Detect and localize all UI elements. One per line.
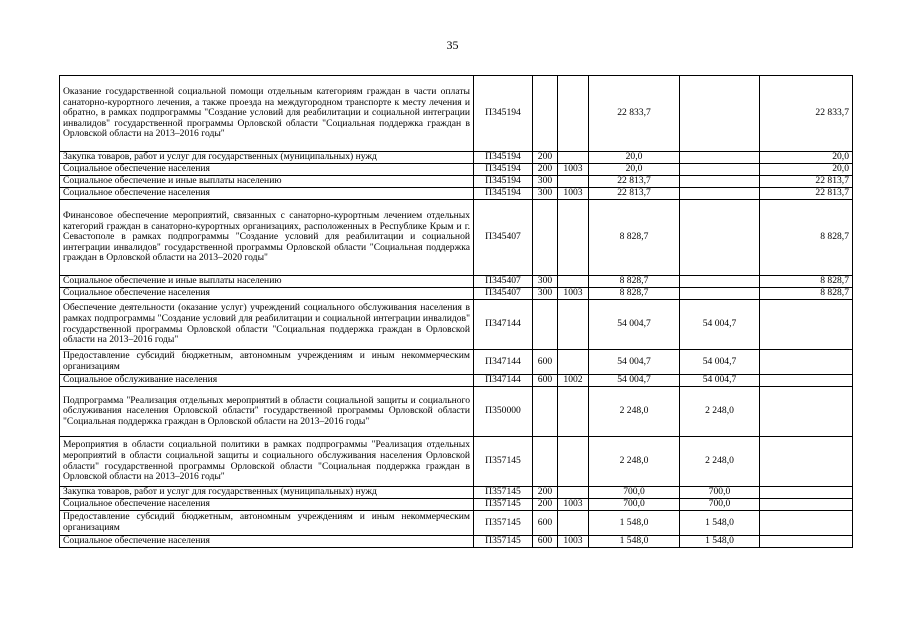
expense-name-cell: Предоставление субсидий бюджетным, автономным учреждениям и иным некоммерческим организациям [60,350,474,375]
amount-column-3-cell: 22 813,7 [760,188,853,200]
amount-total-cell: 20,0 [589,152,680,164]
amount-total-cell: 54 004,7 [589,350,680,375]
table-row [60,350,853,375]
section-code-cell: 1003 [558,499,589,511]
amount-column-3-cell [760,437,853,487]
table-body [60,76,853,548]
amount-column-2-cell: 2 248,0 [680,437,760,487]
amount-column-3-cell [760,536,853,548]
section-code-cell [558,350,589,375]
target-code-cell: П357145 [474,487,533,499]
amount-total-cell: 22 813,7 [589,176,680,188]
target-code-cell: П345194 [474,176,533,188]
target-code-cell: П347144 [474,375,533,387]
expense-type-cell: 200 [533,152,558,164]
amount-column-3-cell: 20,0 [760,152,853,164]
expense-type-cell: 300 [533,176,558,188]
target-code-cell: П357145 [474,536,533,548]
table-row [60,288,853,300]
expense-type-cell: 300 [533,276,558,288]
expense-type-cell: 600 [533,375,558,387]
amount-total-cell: 54 004,7 [589,300,680,350]
section-code-cell [558,487,589,499]
amount-total-cell: 54 004,7 [589,375,680,387]
amount-column-2-cell [680,276,760,288]
amount-column-3-cell [760,511,853,536]
amount-column-2-cell: 54 004,7 [680,350,760,375]
section-code-cell: 1003 [558,188,589,200]
expense-type-cell [533,76,558,152]
amount-total-cell: 1 548,0 [589,511,680,536]
expense-type-cell: 300 [533,188,558,200]
table-row [60,276,853,288]
table-row [60,300,853,350]
table-row [60,499,853,511]
section-code-cell: 1003 [558,164,589,176]
expense-name-cell: Социальное обеспечение населения [60,536,474,548]
amount-column-2-cell [680,200,760,276]
amount-column-2-cell [680,288,760,300]
amount-column-2-cell: 1 548,0 [680,511,760,536]
table-row [60,511,853,536]
expense-name-cell: Предоставление субсидий бюджетным, автономным учреждениям и иным некоммерческим организациям [60,511,474,536]
section-code-cell [558,76,589,152]
budget-table [59,75,853,548]
amount-total-cell: 22 833,7 [589,76,680,152]
amount-column-2-cell [680,76,760,152]
amount-column-2-cell: 54 004,7 [680,300,760,350]
expense-name-cell: Оказание государственной социальной помощи отдельным категориям граждан в части оплаты санаторно-курортного лечения, а также проезда на междугородном транспорте к месту лечения и обратно, в рамках подпрограммы "Создание условий для реабилитации и социальной интеграции инвалидов" государственной программы Орловской области "Социальная поддержка граждан в Орловской области на 2013–2016 годы" [60,76,474,152]
target-code-cell: П345194 [474,164,533,176]
target-code-cell: П357145 [474,499,533,511]
table-row [60,76,853,152]
expense-name-cell: Социальное обеспечение и иные выплаты населению [60,176,474,188]
page-number: 35 [446,38,459,52]
amount-total-cell: 8 828,7 [589,288,680,300]
amount-total-cell: 1 548,0 [589,536,680,548]
amount-column-3-cell: 22 813,7 [760,176,853,188]
expense-name-cell: Закупка товаров, работ и услуг для государственных (муниципальных) нужд [60,152,474,164]
section-code-cell [558,437,589,487]
expense-name-cell: Мероприятия в области социальной политики в рамках подпрограммы "Реализация отдельных мероприятий в области социальной защиты и социального обслуживания населения Орловской области" государственной программы Орловской области "Социальная поддержка граждан в Орловской области на 2013–2016 годы" [60,437,474,487]
expense-type-cell: 600 [533,511,558,536]
section-code-cell [558,387,589,437]
target-code-cell: П350000 [474,387,533,437]
target-code-cell: П357145 [474,511,533,536]
target-code-cell: П347144 [474,350,533,375]
amount-column-2-cell: 54 004,7 [680,375,760,387]
amount-total-cell: 8 828,7 [589,200,680,276]
expense-name-cell: Социальное обслуживание населения [60,375,474,387]
amount-column-2-cell: 700,0 [680,499,760,511]
section-code-cell: 1002 [558,375,589,387]
expense-name-cell: Социальное обеспечение населения [60,164,474,176]
amount-column-3-cell [760,375,853,387]
target-code-cell: П345407 [474,288,533,300]
expense-name-cell: Финансовое обеспечение мероприятий, связанных с санаторно-курортным лечением отдельных категорий граждан в санаторно-курортных организациях, расположенных в Республике Крым и г. Севастополе в рамках подпрограммы "Создание условий для реабилитации и социальной интеграции инвалидов" государственной программы Орловской области "Социальная поддержка граждан в Орловской области на 2013–2020 годы" [60,200,474,276]
section-code-cell: 1003 [558,288,589,300]
amount-column-2-cell [680,176,760,188]
amount-column-2-cell: 2 248,0 [680,387,760,437]
expense-name-cell: Социальное обеспечение населения [60,499,474,511]
section-code-cell [558,300,589,350]
amount-column-3-cell [760,387,853,437]
expense-name-cell: Социальное обеспечение населения [60,188,474,200]
table-row [60,176,853,188]
expense-name-cell: Закупка товаров, работ и услуг для государственных (муниципальных) нужд [60,487,474,499]
amount-total-cell: 22 813,7 [589,188,680,200]
table-row [60,375,853,387]
table-row [60,200,853,276]
amount-total-cell: 700,0 [589,499,680,511]
table-row [60,487,853,499]
target-code-cell: П357145 [474,437,533,487]
section-code-cell [558,276,589,288]
table-row [60,152,853,164]
target-code-cell: П345407 [474,276,533,288]
amount-total-cell: 2 248,0 [589,387,680,437]
amount-column-2-cell: 1 548,0 [680,536,760,548]
section-code-cell [558,152,589,164]
amount-column-3-cell [760,350,853,375]
amount-column-3-cell [760,487,853,499]
expense-type-cell [533,437,558,487]
amount-total-cell: 2 248,0 [589,437,680,487]
expense-type-cell: 300 [533,288,558,300]
target-code-cell: П345194 [474,152,533,164]
section-code-cell [558,200,589,276]
expense-type-cell [533,200,558,276]
amount-column-3-cell [760,499,853,511]
amount-column-3-cell: 8 828,7 [760,200,853,276]
amount-total-cell: 700,0 [589,487,680,499]
amount-column-2-cell [680,152,760,164]
section-code-cell [558,176,589,188]
expense-type-cell: 600 [533,536,558,548]
target-code-cell: П347144 [474,300,533,350]
expense-type-cell [533,387,558,437]
target-code-cell: П345194 [474,188,533,200]
section-code-cell: 1003 [558,536,589,548]
expense-name-cell: Подпрограмма "Реализация отдельных мероприятий в области социальной защиты и социального обслуживания населения Орловской области" государственной программы Орловской области "Социальная поддержка граждан в Орловской области на 2013–2016 годы" [60,387,474,437]
amount-column-3-cell [760,300,853,350]
expense-name-cell: Социальное обеспечение населения [60,288,474,300]
amount-column-2-cell: 700,0 [680,487,760,499]
amount-column-3-cell: 22 833,7 [760,76,853,152]
table-row [60,164,853,176]
expense-type-cell [533,300,558,350]
section-code-cell [558,511,589,536]
expense-type-cell: 200 [533,499,558,511]
expense-type-cell: 200 [533,487,558,499]
table-row [60,536,853,548]
table-row [60,437,853,487]
target-code-cell: П345407 [474,200,533,276]
amount-column-3-cell: 8 828,7 [760,276,853,288]
table-row [60,387,853,437]
table-row [60,188,853,200]
expense-type-cell: 600 [533,350,558,375]
amount-column-2-cell [680,188,760,200]
amount-column-2-cell [680,164,760,176]
amount-column-3-cell: 20,0 [760,164,853,176]
target-code-cell: П345194 [474,76,533,152]
amount-total-cell: 8 828,7 [589,276,680,288]
expense-name-cell: Социальное обеспечение и иные выплаты населению [60,276,474,288]
amount-total-cell: 20,0 [589,164,680,176]
amount-column-3-cell: 8 828,7 [760,288,853,300]
expense-name-cell: Обеспечение деятельности (оказание услуг) учреждений социального обслуживания населения в рамках подпрограммы "Создание условий для реабилитации и социальной интеграции инвалидов" государственной программы Орловской области "Социальная поддержка граждан в Орловской области на 2013–2016 годы" [60,300,474,350]
expense-type-cell: 200 [533,164,558,176]
